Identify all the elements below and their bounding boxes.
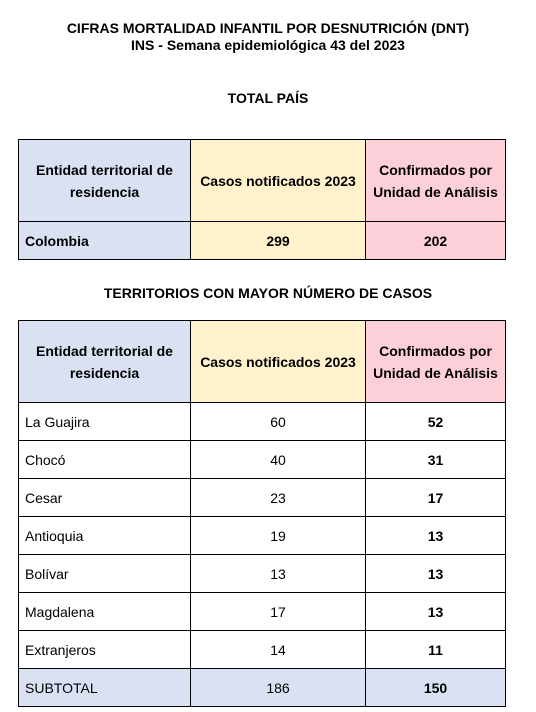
confirmed-cell: 52 [366, 403, 506, 441]
entity-cell: Chocó [19, 441, 191, 479]
column-header-notified: Casos notificados 2023 [191, 140, 366, 222]
column-header-entity: Entidad territorial de residencia [19, 321, 191, 403]
total-country-heading: TOTAL PAÍS [227, 90, 309, 106]
column-header-confirmed: Confirmados por Unidad de Análisis [366, 140, 506, 222]
table-row [19, 555, 506, 593]
entity-cell: La Guajira [19, 403, 191, 441]
notified-cell: 17 [191, 593, 366, 631]
table-row [19, 479, 506, 517]
report-subtitle: INS - Semana epidemiológica 43 del 2023 [131, 37, 405, 53]
report-title: CIFRAS MORTALIDAD INFANTIL POR DESNUTRICIÓN (DNT) [66, 20, 470, 36]
table-row [19, 517, 506, 555]
confirmed-cell: 17 [366, 479, 506, 517]
entity-cell: Magdalena [19, 593, 191, 631]
entity-cell: Extranjeros [19, 631, 191, 669]
notified-cell: 19 [191, 517, 366, 555]
notified-cell: 40 [191, 441, 366, 479]
entity-cell: Bolívar [19, 555, 191, 593]
confirmed-cell: 202 [366, 222, 506, 260]
top-territories-table [18, 320, 506, 707]
subtotal-row [19, 669, 506, 707]
notified-cell: 13 [191, 555, 366, 593]
table-row [19, 593, 506, 631]
total-country-table [18, 139, 506, 260]
notified-cell: 23 [191, 479, 366, 517]
table-header-row [19, 321, 506, 403]
column-header-entity: Entidad territorial de residencia [19, 140, 191, 222]
entity-cell: Cesar [19, 479, 191, 517]
column-header-notified: Casos notificados 2023 [191, 321, 366, 403]
subtotal-label: SUBTOTAL [19, 669, 191, 707]
table-row [19, 222, 506, 260]
table-header-row [19, 140, 506, 222]
table-row [19, 441, 506, 479]
column-header-confirmed: Confirmados por Unidad de Análisis [366, 321, 506, 403]
confirmed-cell: 13 [366, 517, 506, 555]
notified-cell: 299 [191, 222, 366, 260]
confirmed-cell: 13 [366, 555, 506, 593]
subtotal-confirmed: 150 [366, 669, 506, 707]
entity-cell: Colombia [19, 222, 191, 260]
entity-cell: Antioquia [19, 517, 191, 555]
confirmed-cell: 11 [366, 631, 506, 669]
subtotal-notified: 186 [191, 669, 366, 707]
confirmed-cell: 31 [366, 441, 506, 479]
top-territories-heading: TERRITORIOS CON MAYOR NÚMERO DE CASOS [103, 285, 433, 301]
table-row [19, 403, 506, 441]
notified-cell: 60 [191, 403, 366, 441]
notified-cell: 14 [191, 631, 366, 669]
table-row [19, 631, 506, 669]
confirmed-cell: 13 [366, 593, 506, 631]
